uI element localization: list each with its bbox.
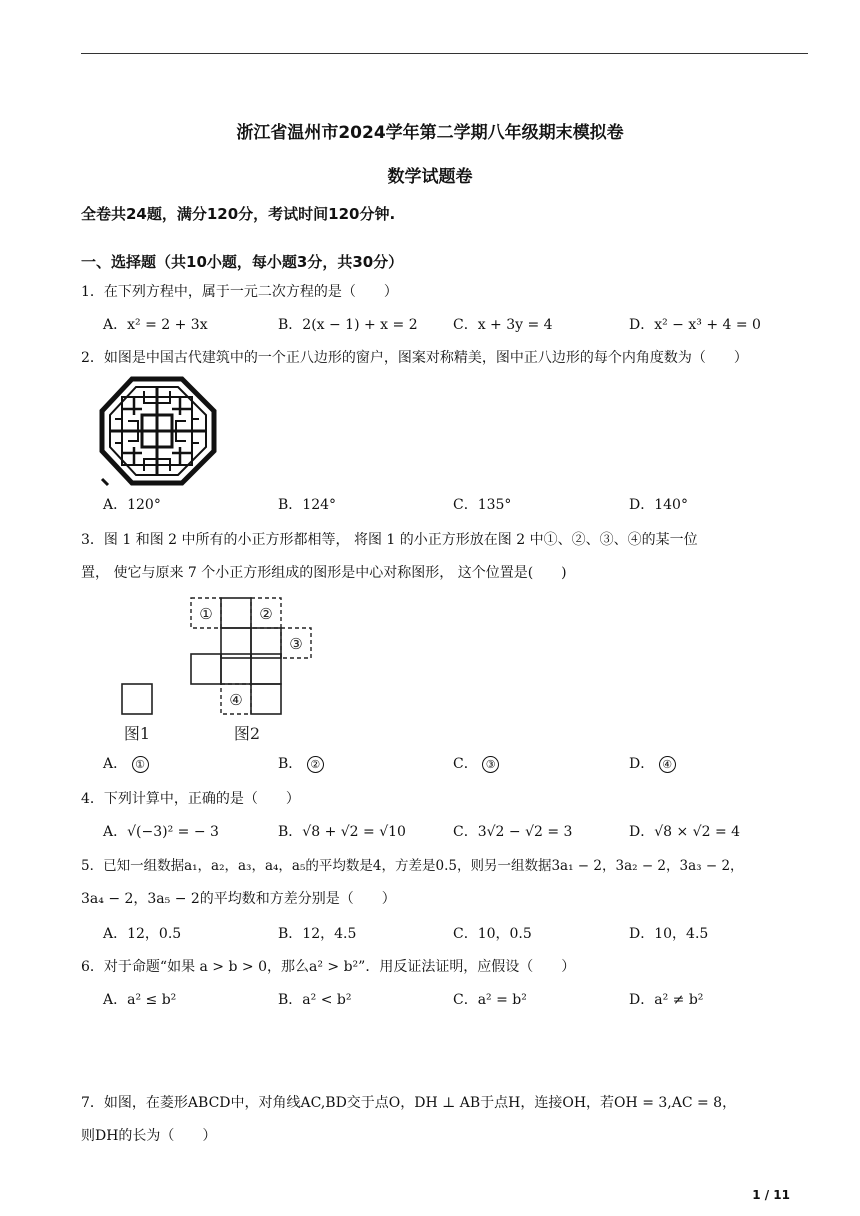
q2-stem: 2．如图是中国古代建筑中的一个正八边形的窗户，图案对称精美，图中正八边形的每个内角度数为（ ） <box>81 350 748 366</box>
position-mark-1: ① <box>199 605 213 623</box>
fig2-caption: 图2 <box>233 724 261 743</box>
q3-option-b: B． ② <box>278 755 324 773</box>
q1-stem: 1．在下列方程中，属于一元二次方程的是（ ） <box>81 284 398 300</box>
q4-option-a: A．√(−3)² = − 3 <box>103 824 219 840</box>
q5-stem-line1: 5．已知一组数据a₁，a₂，a₃，a₄，a₅的平均数是4，方差是0.5，则另一组数据3a₁ − 2，3a₂ − 2，3a₃ − 2， <box>81 858 744 874</box>
octagon-window-figure <box>98 375 218 487</box>
q6-option-c: C．a² = b² <box>453 992 527 1008</box>
q7-stem-line2: 则DH的长为（ ） <box>81 1128 217 1144</box>
q3-option-c: C． ③ <box>453 755 499 773</box>
q3-stem-line2: 置， 使它与原来 7 个小正方形组成的图形是中心对称图形， 这个位置是( ) <box>81 565 567 581</box>
exam-title: 浙江省温州市2024学年第二学期八年级期末模拟卷 <box>236 123 624 143</box>
q4-option-b: B．√8 + √2 = √10 <box>278 824 406 840</box>
q3-option-d: D． ④ <box>629 755 676 773</box>
q2-option-b: B．124° <box>278 497 337 513</box>
q5-option-d: D．10，4.5 <box>629 926 709 942</box>
header-rule <box>81 53 808 54</box>
q1-option-b: B．2(x − 1) + x = 2 <box>278 317 418 333</box>
exam-intro: 全卷共24题，满分120分，考试时间120分钟. <box>81 205 396 223</box>
q4-option-d: D．√8 × √2 = 4 <box>629 824 741 840</box>
q2-option-a: A．120° <box>103 497 161 513</box>
position-mark-4: ④ <box>229 691 243 709</box>
q5-option-b: B．12，4.5 <box>278 926 357 942</box>
position-mark-3: ③ <box>289 635 303 653</box>
q3-option-a: A． ① <box>103 755 149 773</box>
q2-option-c: C．135° <box>453 497 512 513</box>
section-heading: 一、选择题（共10小题，每小题3分，共30分） <box>81 253 404 271</box>
q1-option-a: A．x² = 2 + 3x <box>103 317 208 333</box>
q5-option-a: A．12，0.5 <box>103 926 182 942</box>
exam-subtitle: 数学试题卷 <box>387 167 473 187</box>
q4-stem: 4．下列计算中，正确的是（ ） <box>81 791 300 807</box>
position-mark-2: ② <box>259 605 273 623</box>
q6-stem: 6．对于命题“如果 a > b > 0，那么a² > b²”．用反证法证明，应假设（ ） <box>81 959 576 975</box>
q6-option-d: D．a² ≠ b² <box>629 992 704 1008</box>
q7-stem-line1: 7．如图，在菱形ABCD中，对角线AC,BD交于点O，DH ⊥ AB于点H，连接OH，若OH = 3,AC = 8， <box>81 1095 737 1111</box>
page-number: 1 / 11 <box>752 1188 790 1202</box>
q3-stem-line1: 3．图 1 和图 2 中所有的小正方形都相等， 将图 1 的小正方形放在图 2 中①、②、③、④的某一位 <box>81 532 698 548</box>
q6-option-a: A．a² ≤ b² <box>103 992 177 1008</box>
q5-option-c: C．10，0.5 <box>453 926 532 942</box>
fig1-caption: 图1 <box>123 724 151 743</box>
q6-option-b: B．a² < b² <box>278 992 352 1008</box>
q1-option-d: D．x² − x³ + 4 = 0 <box>629 317 761 333</box>
q5-stem-line2: 3a₄ − 2，3a₅ − 2的平均数和方差分别是（ ） <box>81 891 396 907</box>
q1-option-c: C．x + 3y = 4 <box>453 317 553 333</box>
q2-option-d: D．140° <box>629 497 688 513</box>
q4-option-c: C．3√2 − √2 = 3 <box>453 824 573 840</box>
q3-squares-figure <box>110 594 320 746</box>
